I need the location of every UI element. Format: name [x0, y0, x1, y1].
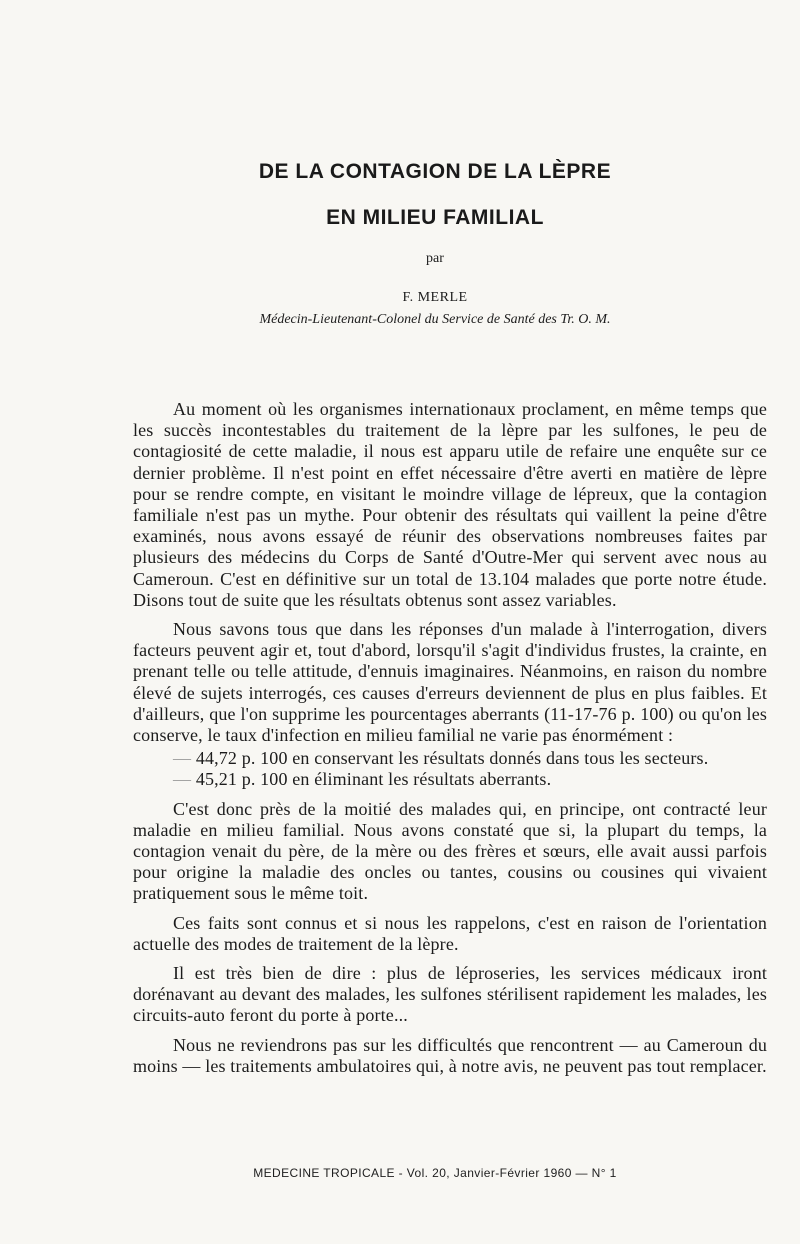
list-item-text: 44,72 p. 100 en conservant les résultats donnés dans tous les secteurs. [195, 748, 709, 769]
paragraph-1: Au moment où les organismes internationaux proclament, en même temps que les succès incontestables du traitement de la lèpre par les sulfones, le peu de contagiosité de cette maladie, il nous est apparu utile de refaire une enquête sur ce dernier problème. Il n'est point en effet nécessaire d'être averti en matière de lèpre pour se rendre compte, en visitant le moindre village de lépreux, que la contagion familiale n'est pas un mythe. Pour obtenir des résultats qui vaillent la peine d'être examinés, nous avons essayé de réunir des observations nombreuses faites par plusieurs des médecins du Corps de Santé d'Outre-Mer qui servent avec nous au Cameroun. C'est en définitive sur un total de 13.104 malades que porte notre étude. Disons tout de suite que les résultats obtenus sont assez variables. [133, 399, 767, 610]
author-name: F. MERLE [402, 290, 468, 305]
paragraph-4: Ces faits sont connus et si nous les rappelons, c'est en raison de l'orientation actuelle des modes de traitement de la lèpre. [133, 912, 767, 954]
paragraph-2: Nous savons tous que dans les réponses d'un malade à l'interrogation, divers facteurs peuvent agir et, tout d'abord, lorsqu'il s'agit d'individus frustes, la crainte, en prenant telle ou telle attitude, d'ennuis imaginaires. Néanmoins, en raison du nombre élevé de sujets interrogés, ces causes d'erreurs deviennent de plus en plus faibles. Et d'ailleurs, que l'on supprime les pourcentages aberrants (11-17-76 p. 100) ou qu'on les conserve, le taux d'infection en milieu familial ne varie pas énormément : [133, 619, 767, 746]
list-item-2 [133, 769, 767, 790]
journal-footer: MEDECINE TROPICALE - Vol. 20, Janvier-Février 1960 — N° 1 [253, 1166, 617, 1180]
author-affiliation: Médecin-Lieutenant-Colonel du Service de Santé des Tr. O. M. [259, 312, 611, 327]
list-dash: — [173, 769, 192, 790]
paragraph-6: Nous ne reviendrons pas sur les difficultés que rencontrent — au Cameroun du moins — les traitements ambulatoires qui, à notre avis, ne peuvent pas tout remplacer. [133, 1034, 767, 1076]
list-dash: — [173, 748, 192, 769]
article-title-line-1: DE LA CONTAGION DE LA LÈPRE [258, 160, 612, 183]
paragraph-3: C'est donc près de la moitié des malades qui, en principe, ont contracté leur maladie en milieu familial. Nous avons constaté que si, la plupart du temps, la contagion venait du père, de la mère ou des frères et sœurs, elle avait aussi parfois pour origine la maladie des oncles ou tantes, cousins ou cousines qui vivaient pratiquement sous le même toit. [133, 798, 767, 904]
byline-par: par [426, 251, 444, 266]
list-item-text: 45,21 p. 100 en éliminant les résultats aberrants. [195, 769, 552, 790]
list-item-1 [133, 748, 767, 769]
article-body [133, 399, 767, 1085]
article-title-line-2: EN MILIEU FAMILIAL [326, 206, 544, 229]
paragraph-5: Il est très bien de dire : plus de léproseries, les services médicaux iront dorénavant au devant des malades, les sulfones stérilisent rapidement les malades, les circuits-auto feront du porte à porte... [133, 963, 767, 1026]
